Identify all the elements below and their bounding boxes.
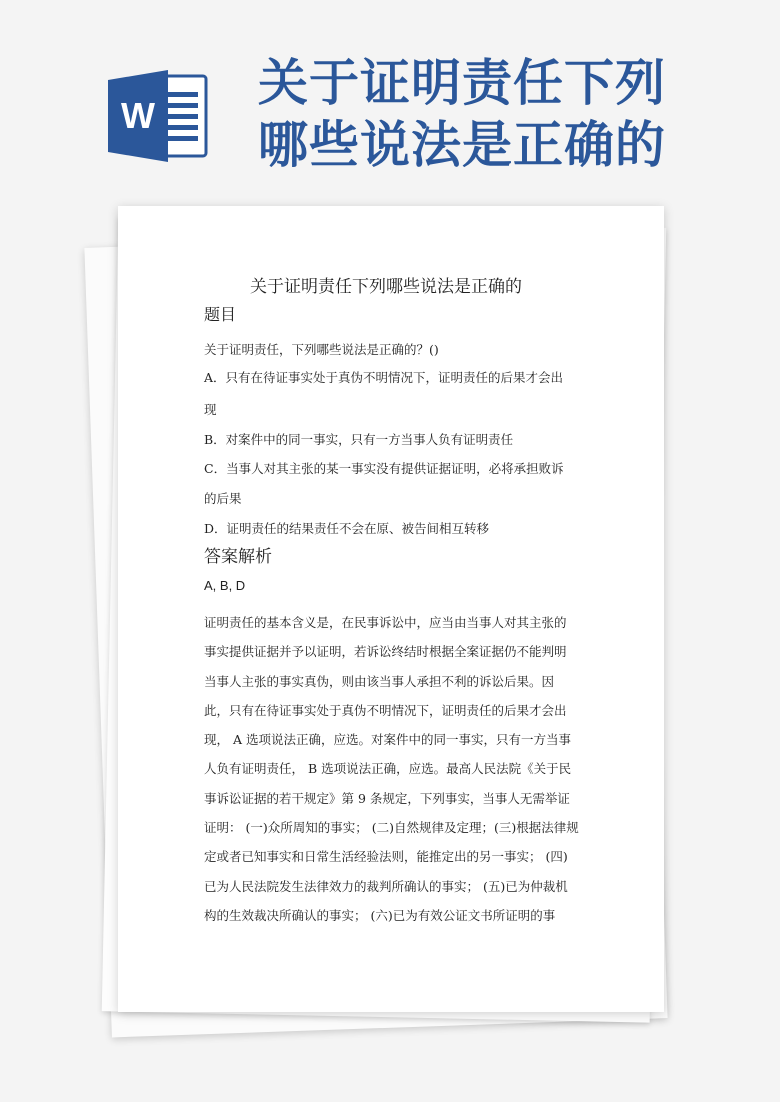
analysis-heading: 答案解析 [204,547,272,567]
explanation-line: 证明： (一)众所周知的事实； (二)自然规律及定理；(三)根据法律规 [204,820,579,836]
hero-title-line-2: 哪些说法是正确的 [258,116,666,174]
hero-title [258,52,758,176]
word-icon [108,70,208,162]
document-page [118,206,664,1012]
option-line: A．只有在待证事实处于真伪不明情况下，证明责任的后果才会出 [204,370,564,385]
explanation-line: 构的生效裁决所确认的事实； (六)已为有效公证文书所证明的事 [204,907,556,923]
explanation-line: 定或者已知事实和日常生活经验法则，能推定出的另一事实； (四) [204,849,568,865]
option-line: 现 [204,402,217,417]
explanation-line: 证明责任的基本含义是，在民事诉讼中，应当由当事人对其主张的 [204,615,567,630]
hero-title-line-1: 关于证明责任下列 [258,54,666,112]
option-line: C．当事人对其主张的某一事实没有提供证据证明，必将承担败诉 [204,461,564,476]
explanation-line: 人负有证明责任， B 选项说法正确，应选。最高人民法院《关于民 [204,761,572,777]
explanation-body [204,608,604,930]
word-logo-letter: W [121,95,155,136]
option-line: 的后果 [204,491,242,506]
option-line: B．对案件中的同一事实，只有一方当事人负有证明责任 [204,432,514,447]
explanation-line: 已为人民法院发生法律效力的裁判所确认的事实； (五)已为仲裁机 [204,878,568,894]
option-line: D．证明责任的结果责任不会在原、被告间相互转移 [204,521,490,536]
explanation-line: 此，只有在待证事实处于真伪不明情况下，证明责任的后果才会出 [204,702,567,718]
question-heading: 题目 [204,305,237,324]
explanation-line: 现， A 选项说法正确，应选。对案件中的同一事实，只有一方当事 [204,732,571,748]
document-title: 关于证明责任下列哪些说法是正确的 [250,277,522,297]
explanation-line: 事实提供证据并予以证明，若诉讼终结时根据全案证据仍不能判明 [204,644,567,660]
explanation-line: 事诉讼证据的若干规定》第 9 条规定，下列事实，当事人无需举证 [204,790,570,806]
question-text: 关于证明责任，下列哪些说法是正确的？() [204,342,439,357]
explanation-line: 当事人主张的事实真伪，则由该当事人承担不利的诉讼后果。因 [204,673,555,689]
answer-text: A, B, D [204,578,246,593]
